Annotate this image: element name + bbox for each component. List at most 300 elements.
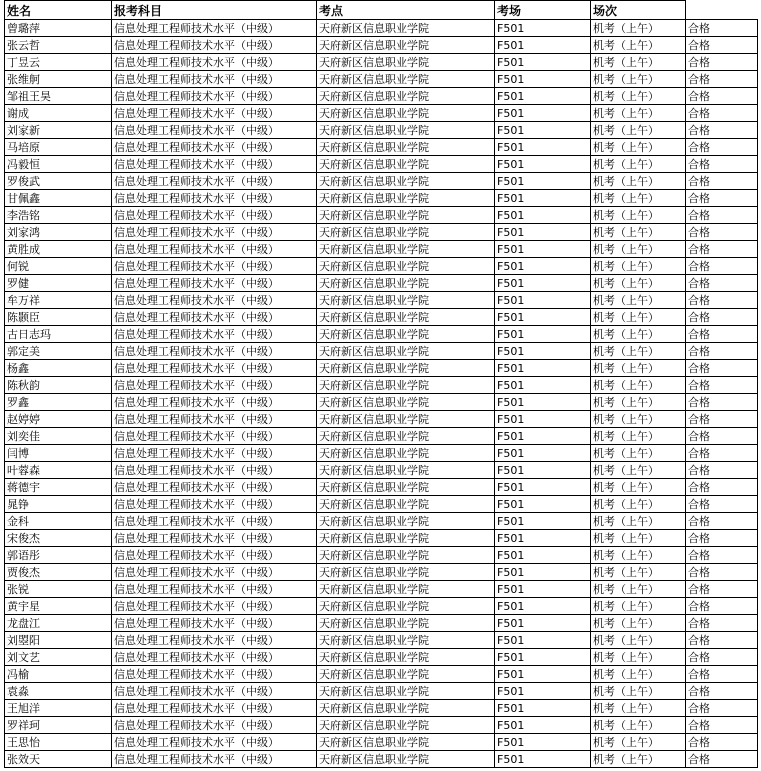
cell-exam-room[interactable]: F501 <box>495 54 591 71</box>
cell-name[interactable]: 罗祥珂 <box>5 717 112 734</box>
cell-session[interactable]: 机考（上午） <box>591 581 686 598</box>
cell-exam-room[interactable]: F501 <box>495 428 591 445</box>
cell-result[interactable]: 合格 <box>686 71 758 88</box>
cell-exam-site[interactable]: 天府新区信息职业学院 <box>317 105 495 122</box>
cell-exam-room[interactable]: F501 <box>495 156 591 173</box>
cell-subject[interactable]: 信息处理工程师技术水平（中级） <box>112 632 317 649</box>
cell-exam-site[interactable]: 天府新区信息职业学院 <box>317 462 495 479</box>
cell-session[interactable]: 机考（上午） <box>591 173 686 190</box>
cell-session[interactable]: 机考（上午） <box>591 632 686 649</box>
cell-session[interactable]: 机考（上午） <box>591 649 686 666</box>
cell-name[interactable]: 叶蓉森 <box>5 462 112 479</box>
cell-name[interactable]: 李浩铭 <box>5 207 112 224</box>
cell-exam-room[interactable]: F501 <box>495 377 591 394</box>
cell-exam-site[interactable]: 天府新区信息职业学院 <box>317 309 495 326</box>
cell-name[interactable]: 马培原 <box>5 139 112 156</box>
cell-subject[interactable]: 信息处理工程师技术水平（中级） <box>112 292 317 309</box>
cell-name[interactable]: 陈秋韵 <box>5 377 112 394</box>
cell-result[interactable]: 合格 <box>686 530 758 547</box>
cell-exam-room[interactable]: F501 <box>495 309 591 326</box>
cell-name[interactable]: 黄宇星 <box>5 598 112 615</box>
header-session[interactable]: 场次 <box>591 1 686 20</box>
header-result[interactable] <box>686 1 758 20</box>
table-row <box>5 156 758 173</box>
cell-exam-room[interactable]: F501 <box>495 717 591 734</box>
header-name[interactable]: 姓名 <box>5 1 112 20</box>
cell-exam-site[interactable]: 天府新区信息职业学院 <box>317 683 495 700</box>
cell-session[interactable]: 机考（上午） <box>591 156 686 173</box>
cell-result[interactable]: 合格 <box>686 190 758 207</box>
cell-session[interactable]: 机考（上午） <box>591 207 686 224</box>
cell-subject[interactable]: 信息处理工程师技术水平（中级） <box>112 275 317 292</box>
cell-name[interactable]: 甘佩鑫 <box>5 190 112 207</box>
cell-result[interactable]: 合格 <box>686 547 758 564</box>
cell-exam-room[interactable]: F501 <box>495 683 591 700</box>
cell-exam-site[interactable]: 天府新区信息职业学院 <box>317 615 495 632</box>
cell-session[interactable]: 机考（上午） <box>591 71 686 88</box>
cell-exam-site[interactable]: 天府新区信息职业学院 <box>317 173 495 190</box>
cell-exam-room[interactable]: F501 <box>495 258 591 275</box>
cell-name[interactable]: 张维舸 <box>5 71 112 88</box>
cell-exam-site[interactable]: 天府新区信息职业学院 <box>317 224 495 241</box>
cell-subject[interactable]: 信息处理工程师技术水平（中级） <box>112 105 317 122</box>
cell-session[interactable]: 机考（上午） <box>591 530 686 547</box>
cell-exam-site[interactable]: 天府新区信息职业学院 <box>317 666 495 683</box>
cell-name[interactable]: 张云哲 <box>5 37 112 54</box>
cell-result[interactable]: 合格 <box>686 139 758 156</box>
cell-exam-room[interactable]: F501 <box>495 564 591 581</box>
cell-exam-room[interactable]: F501 <box>495 700 591 717</box>
cell-subject[interactable]: 信息处理工程师技术水平（中级） <box>112 462 317 479</box>
cell-exam-room[interactable]: F501 <box>495 207 591 224</box>
cell-subject[interactable]: 信息处理工程师技术水平（中级） <box>112 88 317 105</box>
table-row <box>5 377 758 394</box>
cell-exam-room[interactable]: F501 <box>495 751 591 768</box>
cell-exam-room[interactable]: F501 <box>495 615 591 632</box>
cell-exam-room[interactable]: F501 <box>495 173 591 190</box>
cell-session[interactable]: 机考（上午） <box>591 241 686 258</box>
cell-session[interactable]: 机考（上午） <box>591 479 686 496</box>
cell-exam-site[interactable]: 天府新区信息职业学院 <box>317 564 495 581</box>
cell-name[interactable]: 刘奕佳 <box>5 428 112 445</box>
table-row <box>5 683 758 700</box>
cell-name[interactable]: 罗俊武 <box>5 173 112 190</box>
cell-name[interactable]: 张锐 <box>5 581 112 598</box>
cell-subject[interactable]: 信息处理工程师技术水平（中级） <box>112 428 317 445</box>
cell-exam-site[interactable]: 天府新区信息职业学院 <box>317 717 495 734</box>
cell-result[interactable]: 合格 <box>686 666 758 683</box>
cell-exam-site[interactable]: 天府新区信息职业学院 <box>317 88 495 105</box>
cell-name[interactable]: 贾俊杰 <box>5 564 112 581</box>
cell-exam-site[interactable]: 天府新区信息职业学院 <box>317 122 495 139</box>
cell-session[interactable]: 机考（上午） <box>591 428 686 445</box>
cell-exam-room[interactable]: F501 <box>495 666 591 683</box>
cell-subject[interactable]: 信息处理工程师技术水平（中级） <box>112 394 317 411</box>
cell-result[interactable]: 合格 <box>686 496 758 513</box>
cell-result[interactable]: 合格 <box>686 20 758 37</box>
cell-name[interactable]: 王旭洋 <box>5 700 112 717</box>
table-row <box>5 649 758 666</box>
cell-subject[interactable]: 信息处理工程师技术水平（中级） <box>112 207 317 224</box>
cell-name[interactable]: 曾璐萍 <box>5 20 112 37</box>
cell-result[interactable]: 合格 <box>686 88 758 105</box>
cell-subject[interactable]: 信息处理工程师技术水平（中级） <box>112 139 317 156</box>
cell-result[interactable]: 合格 <box>686 411 758 428</box>
cell-name[interactable]: 王思怡 <box>5 734 112 751</box>
cell-subject[interactable]: 信息处理工程师技术水平（中级） <box>112 326 317 343</box>
cell-exam-site[interactable]: 天府新区信息职业学院 <box>317 479 495 496</box>
table-row <box>5 734 758 751</box>
table-row <box>5 428 758 445</box>
cell-session[interactable]: 机考（上午） <box>591 275 686 292</box>
table-row <box>5 496 758 513</box>
cell-subject[interactable]: 信息处理工程师技术水平（中级） <box>112 700 317 717</box>
cell-exam-room[interactable]: F501 <box>495 122 591 139</box>
cell-exam-site[interactable]: 天府新区信息职业学院 <box>317 54 495 71</box>
cell-exam-site[interactable]: 天府新区信息职业学院 <box>317 530 495 547</box>
cell-exam-room[interactable]: F501 <box>495 326 591 343</box>
cell-exam-room[interactable]: F501 <box>495 275 591 292</box>
cell-result[interactable]: 合格 <box>686 105 758 122</box>
cell-exam-room[interactable]: F501 <box>495 292 591 309</box>
cell-exam-site[interactable]: 天府新区信息职业学院 <box>317 394 495 411</box>
cell-result[interactable]: 合格 <box>686 224 758 241</box>
cell-exam-site[interactable]: 天府新区信息职业学院 <box>317 751 495 768</box>
cell-exam-site[interactable]: 天府新区信息职业学院 <box>317 190 495 207</box>
table-row <box>5 615 758 632</box>
cell-name[interactable]: 何锐 <box>5 258 112 275</box>
cell-name[interactable]: 刘家鸿 <box>5 224 112 241</box>
cell-subject[interactable]: 信息处理工程师技术水平（中级） <box>112 411 317 428</box>
cell-session[interactable]: 机考（上午） <box>591 343 686 360</box>
cell-name[interactable]: 牟万祥 <box>5 292 112 309</box>
cell-result[interactable]: 合格 <box>686 360 758 377</box>
cell-subject[interactable]: 信息处理工程师技术水平（中级） <box>112 598 317 615</box>
cell-result[interactable]: 合格 <box>686 700 758 717</box>
cell-session[interactable]: 机考（上午） <box>591 547 686 564</box>
cell-subject[interactable]: 信息处理工程师技术水平（中级） <box>112 224 317 241</box>
cell-subject[interactable]: 信息处理工程师技术水平（中级） <box>112 615 317 632</box>
cell-result[interactable]: 合格 <box>686 751 758 768</box>
cell-session[interactable]: 机考（上午） <box>591 360 686 377</box>
cell-name[interactable]: 古日志玛 <box>5 326 112 343</box>
cell-session[interactable]: 机考（上午） <box>591 224 686 241</box>
cell-name[interactable]: 袁淼 <box>5 683 112 700</box>
cell-exam-room[interactable]: F501 <box>495 734 591 751</box>
cell-name[interactable]: 刘文艺 <box>5 649 112 666</box>
cell-result[interactable]: 合格 <box>686 683 758 700</box>
table-row <box>5 122 758 139</box>
cell-exam-room[interactable]: F501 <box>495 241 591 258</box>
cell-exam-site[interactable]: 天府新区信息职业学院 <box>317 428 495 445</box>
table-row <box>5 37 758 54</box>
cell-result[interactable]: 合格 <box>686 309 758 326</box>
header-exam-site[interactable]: 考点 <box>317 1 495 20</box>
cell-name[interactable]: 罗鑫 <box>5 394 112 411</box>
cell-subject[interactable]: 信息处理工程师技术水平（中级） <box>112 309 317 326</box>
cell-name[interactable]: 金科 <box>5 513 112 530</box>
cell-exam-site[interactable]: 天府新区信息职业学院 <box>317 496 495 513</box>
cell-subject[interactable]: 信息处理工程师技术水平（中级） <box>112 377 317 394</box>
cell-session[interactable]: 机考（上午） <box>591 258 686 275</box>
table-row <box>5 751 758 768</box>
cell-result[interactable]: 合格 <box>686 598 758 615</box>
cell-name[interactable]: 宋俊杰 <box>5 530 112 547</box>
cell-result[interactable]: 合格 <box>686 241 758 258</box>
cell-subject[interactable]: 信息处理工程师技术水平（中级） <box>112 564 317 581</box>
cell-name[interactable]: 冯榆 <box>5 666 112 683</box>
header-exam-room[interactable]: 考场 <box>495 1 591 20</box>
cell-exam-room[interactable]: F501 <box>495 88 591 105</box>
cell-result[interactable]: 合格 <box>686 445 758 462</box>
cell-name[interactable]: 杨鑫 <box>5 360 112 377</box>
cell-name[interactable]: 刘家新 <box>5 122 112 139</box>
cell-name[interactable]: 罗健 <box>5 275 112 292</box>
cell-exam-room[interactable]: F501 <box>495 649 591 666</box>
cell-exam-room[interactable]: F501 <box>495 496 591 513</box>
cell-exam-room[interactable]: F501 <box>495 139 591 156</box>
cell-session[interactable]: 机考（上午） <box>591 139 686 156</box>
table-body <box>5 20 758 768</box>
header-subject[interactable]: 报考科目 <box>112 1 317 20</box>
cell-subject[interactable]: 信息处理工程师技术水平（中级） <box>112 360 317 377</box>
cell-session[interactable]: 机考（上午） <box>591 37 686 54</box>
cell-subject[interactable]: 信息处理工程师技术水平（中级） <box>112 683 317 700</box>
cell-exam-site[interactable]: 天府新区信息职业学院 <box>317 377 495 394</box>
cell-exam-room[interactable]: F501 <box>495 343 591 360</box>
cell-exam-room[interactable]: F501 <box>495 581 591 598</box>
cell-session[interactable]: 机考（上午） <box>591 411 686 428</box>
table-row <box>5 343 758 360</box>
cell-exam-room[interactable]: F501 <box>495 224 591 241</box>
table-row <box>5 564 758 581</box>
cell-result[interactable]: 合格 <box>686 37 758 54</box>
cell-session[interactable]: 机考（上午） <box>591 615 686 632</box>
cell-name[interactable]: 蒋德宇 <box>5 479 112 496</box>
cell-exam-room[interactable]: F501 <box>495 20 591 37</box>
cell-exam-site[interactable]: 天府新区信息职业学院 <box>317 649 495 666</box>
cell-subject[interactable]: 信息处理工程师技术水平（中级） <box>112 343 317 360</box>
cell-result[interactable]: 合格 <box>686 479 758 496</box>
cell-exam-site[interactable]: 天府新区信息职业学院 <box>317 513 495 530</box>
cell-session[interactable]: 机考（上午） <box>591 683 686 700</box>
cell-exam-site[interactable]: 天府新区信息职业学院 <box>317 700 495 717</box>
cell-result[interactable]: 合格 <box>686 394 758 411</box>
cell-session[interactable]: 机考（上午） <box>591 190 686 207</box>
cell-session[interactable]: 机考（上午） <box>591 462 686 479</box>
cell-result[interactable]: 合格 <box>686 326 758 343</box>
cell-subject[interactable]: 信息处理工程师技术水平（中级） <box>112 241 317 258</box>
table-row <box>5 462 758 479</box>
cell-subject[interactable]: 信息处理工程师技术水平（中级） <box>112 649 317 666</box>
table-row <box>5 71 758 88</box>
cell-name[interactable]: 冯毅恒 <box>5 156 112 173</box>
results-table <box>4 0 758 768</box>
cell-result[interactable]: 合格 <box>686 377 758 394</box>
cell-session[interactable]: 机考（上午） <box>591 105 686 122</box>
cell-exam-room[interactable]: F501 <box>495 71 591 88</box>
cell-session[interactable]: 机考（上午） <box>591 598 686 615</box>
table-row <box>5 411 758 428</box>
cell-subject[interactable]: 信息处理工程师技术水平（中级） <box>112 547 317 564</box>
cell-exam-site[interactable]: 天府新区信息职业学院 <box>317 207 495 224</box>
cell-session[interactable]: 机考（上午） <box>591 292 686 309</box>
cell-result[interactable]: 合格 <box>686 173 758 190</box>
cell-result[interactable]: 合格 <box>686 207 758 224</box>
cell-result[interactable]: 合格 <box>686 513 758 530</box>
cell-exam-site[interactable]: 天府新区信息职业学院 <box>317 632 495 649</box>
cell-subject[interactable]: 信息处理工程师技术水平（中级） <box>112 54 317 71</box>
cell-session[interactable]: 机考（上午） <box>591 700 686 717</box>
results-sheet <box>4 0 757 768</box>
cell-exam-room[interactable]: F501 <box>495 547 591 564</box>
cell-name[interactable]: 晁铮 <box>5 496 112 513</box>
cell-exam-room[interactable]: F501 <box>495 530 591 547</box>
cell-name[interactable]: 闫博 <box>5 445 112 462</box>
cell-session[interactable]: 机考（上午） <box>591 377 686 394</box>
cell-exam-room[interactable]: F501 <box>495 598 591 615</box>
cell-session[interactable]: 机考（上午） <box>591 88 686 105</box>
cell-result[interactable]: 合格 <box>686 275 758 292</box>
cell-result[interactable]: 合格 <box>686 717 758 734</box>
cell-subject[interactable]: 信息处理工程师技术水平（中级） <box>112 717 317 734</box>
cell-name[interactable]: 张效天 <box>5 751 112 768</box>
cell-session[interactable]: 机考（上午） <box>591 122 686 139</box>
cell-result[interactable]: 合格 <box>686 258 758 275</box>
cell-name[interactable]: 谢成 <box>5 105 112 122</box>
cell-exam-room[interactable]: F501 <box>495 479 591 496</box>
cell-result[interactable]: 合格 <box>686 292 758 309</box>
table-row <box>5 207 758 224</box>
cell-session[interactable]: 机考（上午） <box>591 20 686 37</box>
cell-session[interactable]: 机考（上午） <box>591 751 686 768</box>
cell-subject[interactable]: 信息处理工程师技术水平（中级） <box>112 20 317 37</box>
cell-result[interactable]: 合格 <box>686 649 758 666</box>
cell-name[interactable]: 郭语彤 <box>5 547 112 564</box>
cell-subject[interactable]: 信息处理工程师技术水平（中级） <box>112 666 317 683</box>
cell-result[interactable]: 合格 <box>686 54 758 71</box>
cell-subject[interactable]: 信息处理工程师技术水平（中级） <box>112 190 317 207</box>
cell-session[interactable]: 机考（上午） <box>591 445 686 462</box>
cell-exam-room[interactable]: F501 <box>495 462 591 479</box>
cell-session[interactable]: 机考（上午） <box>591 54 686 71</box>
cell-exam-room[interactable]: F501 <box>495 37 591 54</box>
cell-exam-site[interactable]: 天府新区信息职业学院 <box>317 445 495 462</box>
table-row <box>5 598 758 615</box>
cell-subject[interactable]: 信息处理工程师技术水平（中级） <box>112 258 317 275</box>
cell-exam-site[interactable]: 天府新区信息职业学院 <box>317 37 495 54</box>
cell-session[interactable]: 机考（上午） <box>591 326 686 343</box>
cell-exam-site[interactable]: 天府新区信息职业学院 <box>317 20 495 37</box>
cell-exam-site[interactable]: 天府新区信息职业学院 <box>317 292 495 309</box>
cell-name[interactable]: 黄胜成 <box>5 241 112 258</box>
cell-exam-site[interactable]: 天府新区信息职业学院 <box>317 156 495 173</box>
cell-name[interactable]: 龙盘江 <box>5 615 112 632</box>
cell-result[interactable]: 合格 <box>686 122 758 139</box>
cell-exam-site[interactable]: 天府新区信息职业学院 <box>317 275 495 292</box>
cell-subject[interactable]: 信息处理工程师技术水平（中级） <box>112 530 317 547</box>
cell-exam-site[interactable]: 天府新区信息职业学院 <box>317 71 495 88</box>
cell-result[interactable]: 合格 <box>686 462 758 479</box>
cell-subject[interactable]: 信息处理工程师技术水平（中级） <box>112 173 317 190</box>
cell-subject[interactable]: 信息处理工程师技术水平（中级） <box>112 751 317 768</box>
cell-subject[interactable]: 信息处理工程师技术水平（中级） <box>112 734 317 751</box>
cell-result[interactable]: 合格 <box>686 428 758 445</box>
cell-exam-site[interactable]: 天府新区信息职业学院 <box>317 139 495 156</box>
cell-exam-site[interactable]: 天府新区信息职业学院 <box>317 734 495 751</box>
cell-result[interactable]: 合格 <box>686 734 758 751</box>
cell-name[interactable]: 刘曌阳 <box>5 632 112 649</box>
cell-subject[interactable]: 信息处理工程师技术水平（中级） <box>112 37 317 54</box>
cell-session[interactable]: 机考（上午） <box>591 717 686 734</box>
cell-name[interactable]: 丁昱云 <box>5 54 112 71</box>
table-row <box>5 326 758 343</box>
cell-exam-site[interactable]: 天府新区信息职业学院 <box>317 241 495 258</box>
cell-subject[interactable]: 信息处理工程师技术水平（中级） <box>112 71 317 88</box>
cell-exam-room[interactable]: F501 <box>495 190 591 207</box>
cell-exam-site[interactable]: 天府新区信息职业学院 <box>317 360 495 377</box>
cell-session[interactable]: 机考（上午） <box>591 496 686 513</box>
cell-name[interactable]: 陈颢臣 <box>5 309 112 326</box>
table-row <box>5 173 758 190</box>
cell-exam-room[interactable]: F501 <box>495 632 591 649</box>
cell-result[interactable]: 合格 <box>686 564 758 581</box>
cell-session[interactable]: 机考（上午） <box>591 309 686 326</box>
table-row <box>5 700 758 717</box>
cell-session[interactable]: 机考（上午） <box>591 666 686 683</box>
cell-exam-room[interactable]: F501 <box>495 394 591 411</box>
cell-result[interactable]: 合格 <box>686 632 758 649</box>
table-row <box>5 632 758 649</box>
cell-session[interactable]: 机考（上午） <box>591 394 686 411</box>
table-row <box>5 258 758 275</box>
cell-session[interactable]: 机考（上午） <box>591 513 686 530</box>
cell-subject[interactable]: 信息处理工程师技术水平（中级） <box>112 156 317 173</box>
cell-exam-room[interactable]: F501 <box>495 445 591 462</box>
cell-exam-site[interactable]: 天府新区信息职业学院 <box>317 258 495 275</box>
cell-result[interactable]: 合格 <box>686 615 758 632</box>
header-row <box>5 1 758 20</box>
cell-subject[interactable]: 信息处理工程师技术水平（中级） <box>112 513 317 530</box>
cell-exam-room[interactable]: F501 <box>495 411 591 428</box>
cell-exam-site[interactable]: 天府新区信息职业学院 <box>317 343 495 360</box>
cell-subject[interactable]: 信息处理工程师技术水平（中级） <box>112 496 317 513</box>
cell-name[interactable]: 赵婷婷 <box>5 411 112 428</box>
cell-name[interactable]: 邹祖王昊 <box>5 88 112 105</box>
cell-exam-room[interactable]: F501 <box>495 360 591 377</box>
cell-exam-site[interactable]: 天府新区信息职业学院 <box>317 581 495 598</box>
cell-exam-room[interactable]: F501 <box>495 105 591 122</box>
cell-subject[interactable]: 信息处理工程师技术水平（中级） <box>112 122 317 139</box>
cell-result[interactable]: 合格 <box>686 581 758 598</box>
table-row <box>5 88 758 105</box>
cell-exam-site[interactable]: 天府新区信息职业学院 <box>317 326 495 343</box>
cell-subject[interactable]: 信息处理工程师技术水平（中级） <box>112 479 317 496</box>
cell-subject[interactable]: 信息处理工程师技术水平（中级） <box>112 581 317 598</box>
cell-exam-room[interactable]: F501 <box>495 513 591 530</box>
cell-result[interactable]: 合格 <box>686 156 758 173</box>
cell-subject[interactable]: 信息处理工程师技术水平（中级） <box>112 445 317 462</box>
cell-session[interactable]: 机考（上午） <box>591 734 686 751</box>
cell-result[interactable]: 合格 <box>686 343 758 360</box>
cell-name[interactable]: 郭定美 <box>5 343 112 360</box>
cell-exam-site[interactable]: 天府新区信息职业学院 <box>317 547 495 564</box>
cell-exam-site[interactable]: 天府新区信息职业学院 <box>317 411 495 428</box>
table-row <box>5 241 758 258</box>
table-row <box>5 666 758 683</box>
cell-session[interactable]: 机考（上午） <box>591 564 686 581</box>
cell-exam-site[interactable]: 天府新区信息职业学院 <box>317 598 495 615</box>
